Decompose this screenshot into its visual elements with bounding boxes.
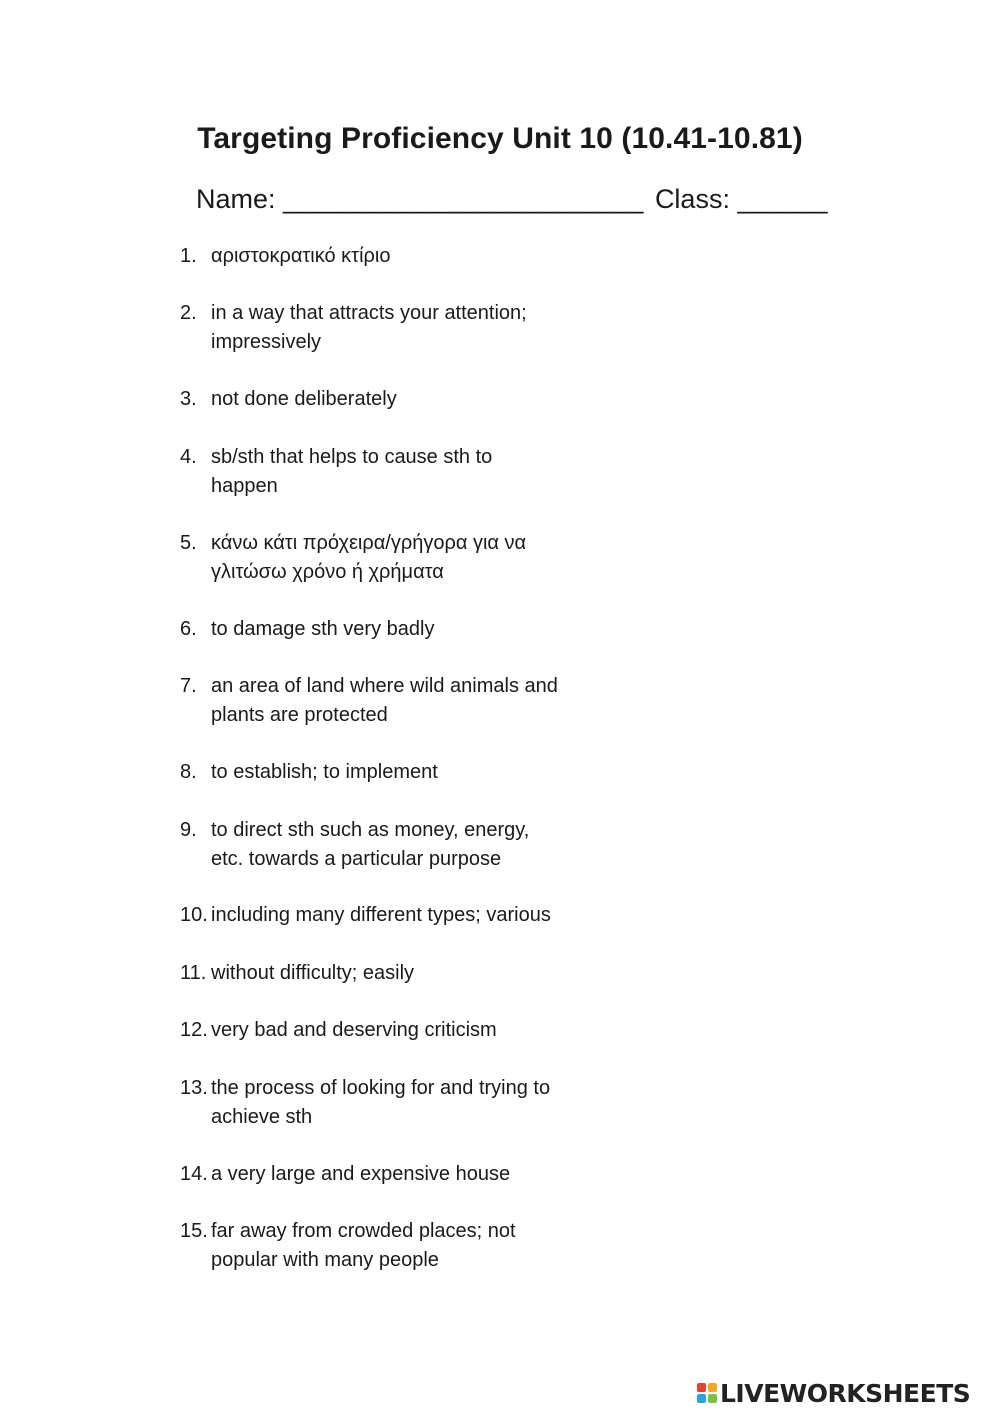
question-item: [180, 615, 611, 644]
question-number: 15.: [180, 1220, 208, 1242]
question-item: [180, 816, 611, 874]
logo-mark-icon: [697, 1383, 717, 1403]
question-item: [180, 1217, 611, 1275]
question-text: in a way that attracts your attention; impressively: [211, 302, 527, 353]
question-item: [180, 529, 611, 587]
question-item: [180, 242, 611, 271]
logo-square-green: [708, 1394, 717, 1403]
question-item: [180, 385, 611, 414]
question-number: 1.: [180, 245, 197, 267]
question-text: to damage sth very badly: [211, 618, 435, 640]
question-text: an area of land where wild animals and plants are protected: [211, 675, 558, 726]
question-text: without difficulty; easily: [211, 962, 415, 984]
question-text: very bad and deserving criticism: [211, 1019, 497, 1041]
logo-square-blue: [697, 1394, 706, 1403]
logo-square-orange: [708, 1383, 717, 1392]
question-number: 13.: [180, 1077, 208, 1099]
question-item: [180, 299, 611, 357]
question-item: [180, 1016, 611, 1045]
question-number: 2.: [180, 302, 197, 324]
question-number: 10.: [180, 904, 208, 926]
question-item: [180, 672, 611, 730]
question-text: κάνω κάτι πρόχειρα/γρήγορα για να γλιτώσω χρόνο ή χρήματα: [211, 532, 527, 583]
question-number: 11.: [180, 962, 207, 984]
worksheet-title: Targeting Proficiency Unit 10 (10.41-10.81): [197, 122, 803, 155]
question-item: [180, 758, 611, 787]
question-number: 5.: [180, 532, 197, 554]
question-text: to establish; to implement: [211, 761, 438, 783]
question-text: far away from crowded places; not popular with many people: [211, 1220, 516, 1271]
question-number: 3.: [180, 388, 197, 410]
name-field[interactable]: Name: ________________________: [196, 184, 644, 214]
question-text: including many different types; various: [211, 904, 551, 926]
question-item: [180, 1074, 611, 1132]
brand-name: LIVEWORKSHEETS: [720, 1378, 971, 1408]
question-item: [180, 443, 611, 501]
question-item: [180, 1160, 611, 1189]
question-item: [180, 901, 611, 930]
question-text: αριστοκρατικό κτίριο: [211, 245, 391, 267]
question-number: 12.: [180, 1019, 208, 1041]
class-field[interactable]: Class: ______: [654, 184, 828, 214]
question-item: [180, 959, 611, 988]
question-number: 6.: [180, 618, 197, 640]
question-text: a very large and expensive house: [211, 1163, 511, 1185]
question-text: the process of looking for and trying to achieve sth: [211, 1077, 551, 1128]
question-number: 7.: [180, 675, 197, 697]
question-text: sb/sth that helps to cause sth to happen: [211, 446, 493, 497]
question-number: 14.: [180, 1163, 208, 1185]
question-number: 4.: [180, 446, 197, 468]
liveworksheets-logo: [697, 1378, 970, 1408]
name-class-line: [196, 184, 828, 215]
logo-square-red: [697, 1383, 706, 1392]
question-text: to direct sth such as money, energy, etc. towards a particular purpose: [211, 819, 530, 870]
question-number: 8.: [180, 761, 197, 783]
question-text: not done deliberately: [211, 388, 397, 410]
question-number: 9.: [180, 819, 197, 841]
